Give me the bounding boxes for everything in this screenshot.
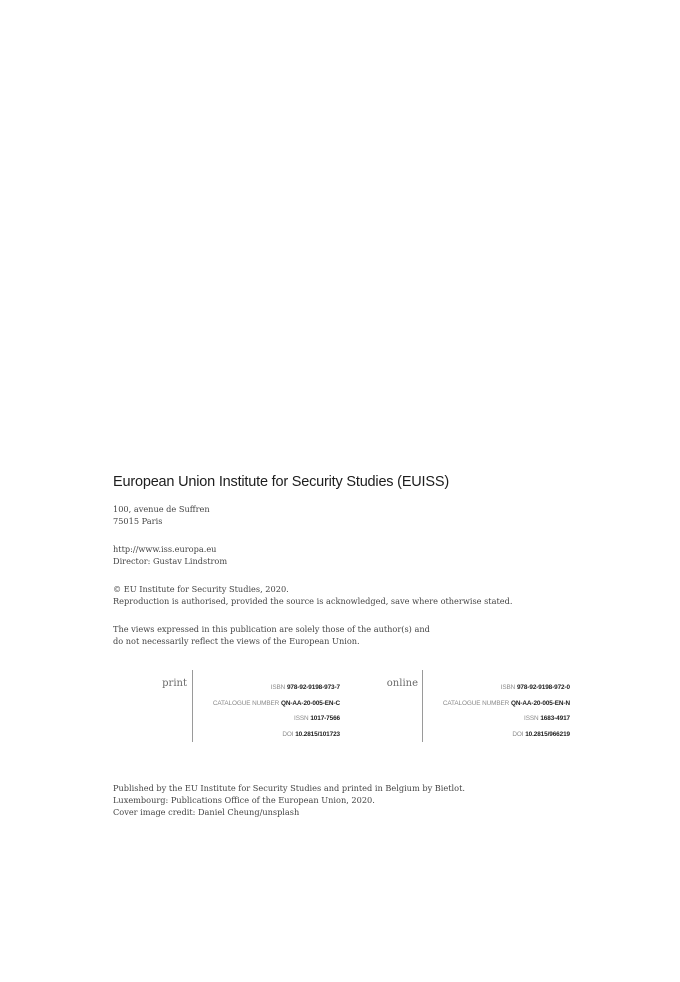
online-doi-row — [443, 727, 570, 743]
cover-credit-line: Cover image credit: Daniel Cheung/unsplash — [113, 807, 300, 817]
print-label: print — [162, 678, 187, 689]
online-isbn-row — [443, 680, 570, 696]
issn-value: 1683-4917 — [540, 715, 570, 723]
issn-key: ISSN — [294, 715, 309, 723]
isbn-key: ISBN — [500, 684, 516, 691]
website-link[interactable]: http://www.iss.europa.eu — [113, 544, 217, 554]
print-divider — [192, 670, 193, 742]
director-line: Director: Gustav Lindstrom — [113, 556, 228, 566]
address-line-street: 100, avenue de Suffren — [113, 504, 210, 514]
isbn-value: 978-92-9198-972-0 — [516, 684, 570, 691]
address-line-city: 75015 Paris — [113, 516, 163, 526]
print-identifiers — [150, 670, 340, 742]
disclaimer-line-1: The views expressed in this publication are solely those of the author(s) and — [113, 624, 430, 634]
disclaimer-block — [113, 623, 430, 647]
address-block — [113, 503, 210, 527]
print-catalogue-row — [213, 696, 340, 712]
print-identifier-list — [213, 680, 340, 743]
online-identifier-list — [443, 680, 570, 743]
catalogue-key: CATALOGUE NUMBER — [212, 699, 280, 707]
online-catalogue-row — [443, 696, 570, 712]
reproduction-notice: Reproduction is authorised, provided the source is acknowledged, save where otherwise stated. — [113, 596, 513, 606]
online-issn-row — [443, 711, 570, 727]
copyright-block — [113, 583, 512, 607]
doi-key: DOI — [282, 731, 294, 739]
contact-block — [113, 543, 227, 567]
online-label: online — [386, 678, 418, 689]
issn-value: 1017-7566 — [310, 715, 340, 723]
isbn-value: 978-92-9198-973-7 — [286, 684, 340, 691]
organization-title: European Union Institute for Security Studies (EUISS) — [113, 474, 449, 490]
doi-value: 10.2815/966219 — [525, 731, 570, 739]
print-issn-row — [213, 711, 340, 727]
online-divider — [422, 670, 423, 742]
isbn-key: ISBN — [270, 684, 286, 691]
catalogue-value: QN-AA-20-005-EN-C — [280, 699, 340, 707]
doi-value: 10.2815/101723 — [295, 731, 340, 739]
catalogue-value: QN-AA-20-005-EN-N — [510, 699, 570, 707]
disclaimer-line-2: do not necessarily reflect the views of the European Union. — [113, 636, 360, 646]
publisher-line: Published by the EU Institute for Security Studies and printed in Belgium by Bietlot. — [113, 783, 466, 793]
print-doi-row — [213, 727, 340, 743]
print-isbn-row — [213, 680, 340, 696]
publications-office-line: Luxembourg: Publications Office of the European Union, 2020. — [113, 795, 375, 805]
publication-block — [113, 782, 465, 818]
copyright-notice: © EU Institute for Security Studies, 2020. — [113, 584, 289, 594]
issn-key: ISSN — [524, 715, 539, 723]
online-identifiers — [380, 670, 570, 742]
doi-key: DOI — [512, 731, 524, 739]
catalogue-key: CATALOGUE NUMBER — [442, 699, 510, 707]
